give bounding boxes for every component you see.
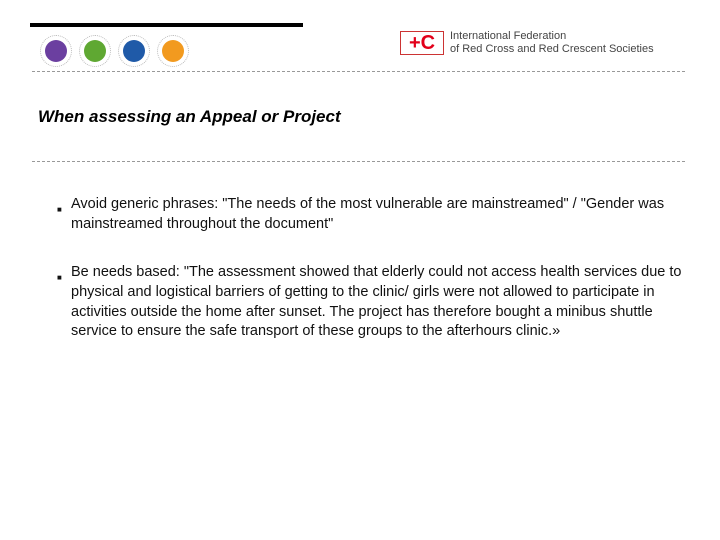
orange-family-icon (157, 35, 189, 67)
slide-title: When assessing an Appeal or Project (38, 107, 341, 126)
logo-text-2: of Red Cross and Red Crescent Societies (450, 43, 654, 55)
green-door-icon (79, 35, 111, 67)
header-bar (30, 23, 303, 27)
logo-text-1: International Federation (450, 30, 567, 42)
bullet-text: Be needs based: "The assessment showed that elderly could not access health services due to physical and logistical barriers of getting to the clinic/ girls were not allowed to participate in activities outside the home after sunset. The project has therefore bought a minibus shuttle service to ensure the safe transport of these groups to the afterhours clinic.» (71, 264, 682, 340)
divider (32, 71, 685, 72)
theme-icons (40, 35, 189, 67)
blue-shelter-icon (118, 35, 150, 67)
bullet-item: ■ Avoid generic phrases: "The needs of the most vulnerable are mainstreamed" / "Gender was mainstreamed throughout the document" (57, 195, 682, 235)
bullet-text: Avoid generic phrases: "The needs of the most vulnerable are mainstreamed" / "Gender was mainstreamed throughout the document" (71, 196, 665, 232)
bullet-item: ■ Be needs based: "The assessment showed that elderly could not access health services due to physical and logistical barriers of getting to the clinic/ girls were not allowed to participate in activities outside the home after sunset. The project has therefore bought a minibus shuttle service to ensure the safe transport of these groups to the afterhours clinic.» (57, 263, 682, 342)
red-cross-crescent-icon: +C (400, 31, 444, 55)
ifrc-logo (400, 30, 654, 56)
purple-people-icon (40, 35, 72, 67)
divider (32, 161, 685, 162)
